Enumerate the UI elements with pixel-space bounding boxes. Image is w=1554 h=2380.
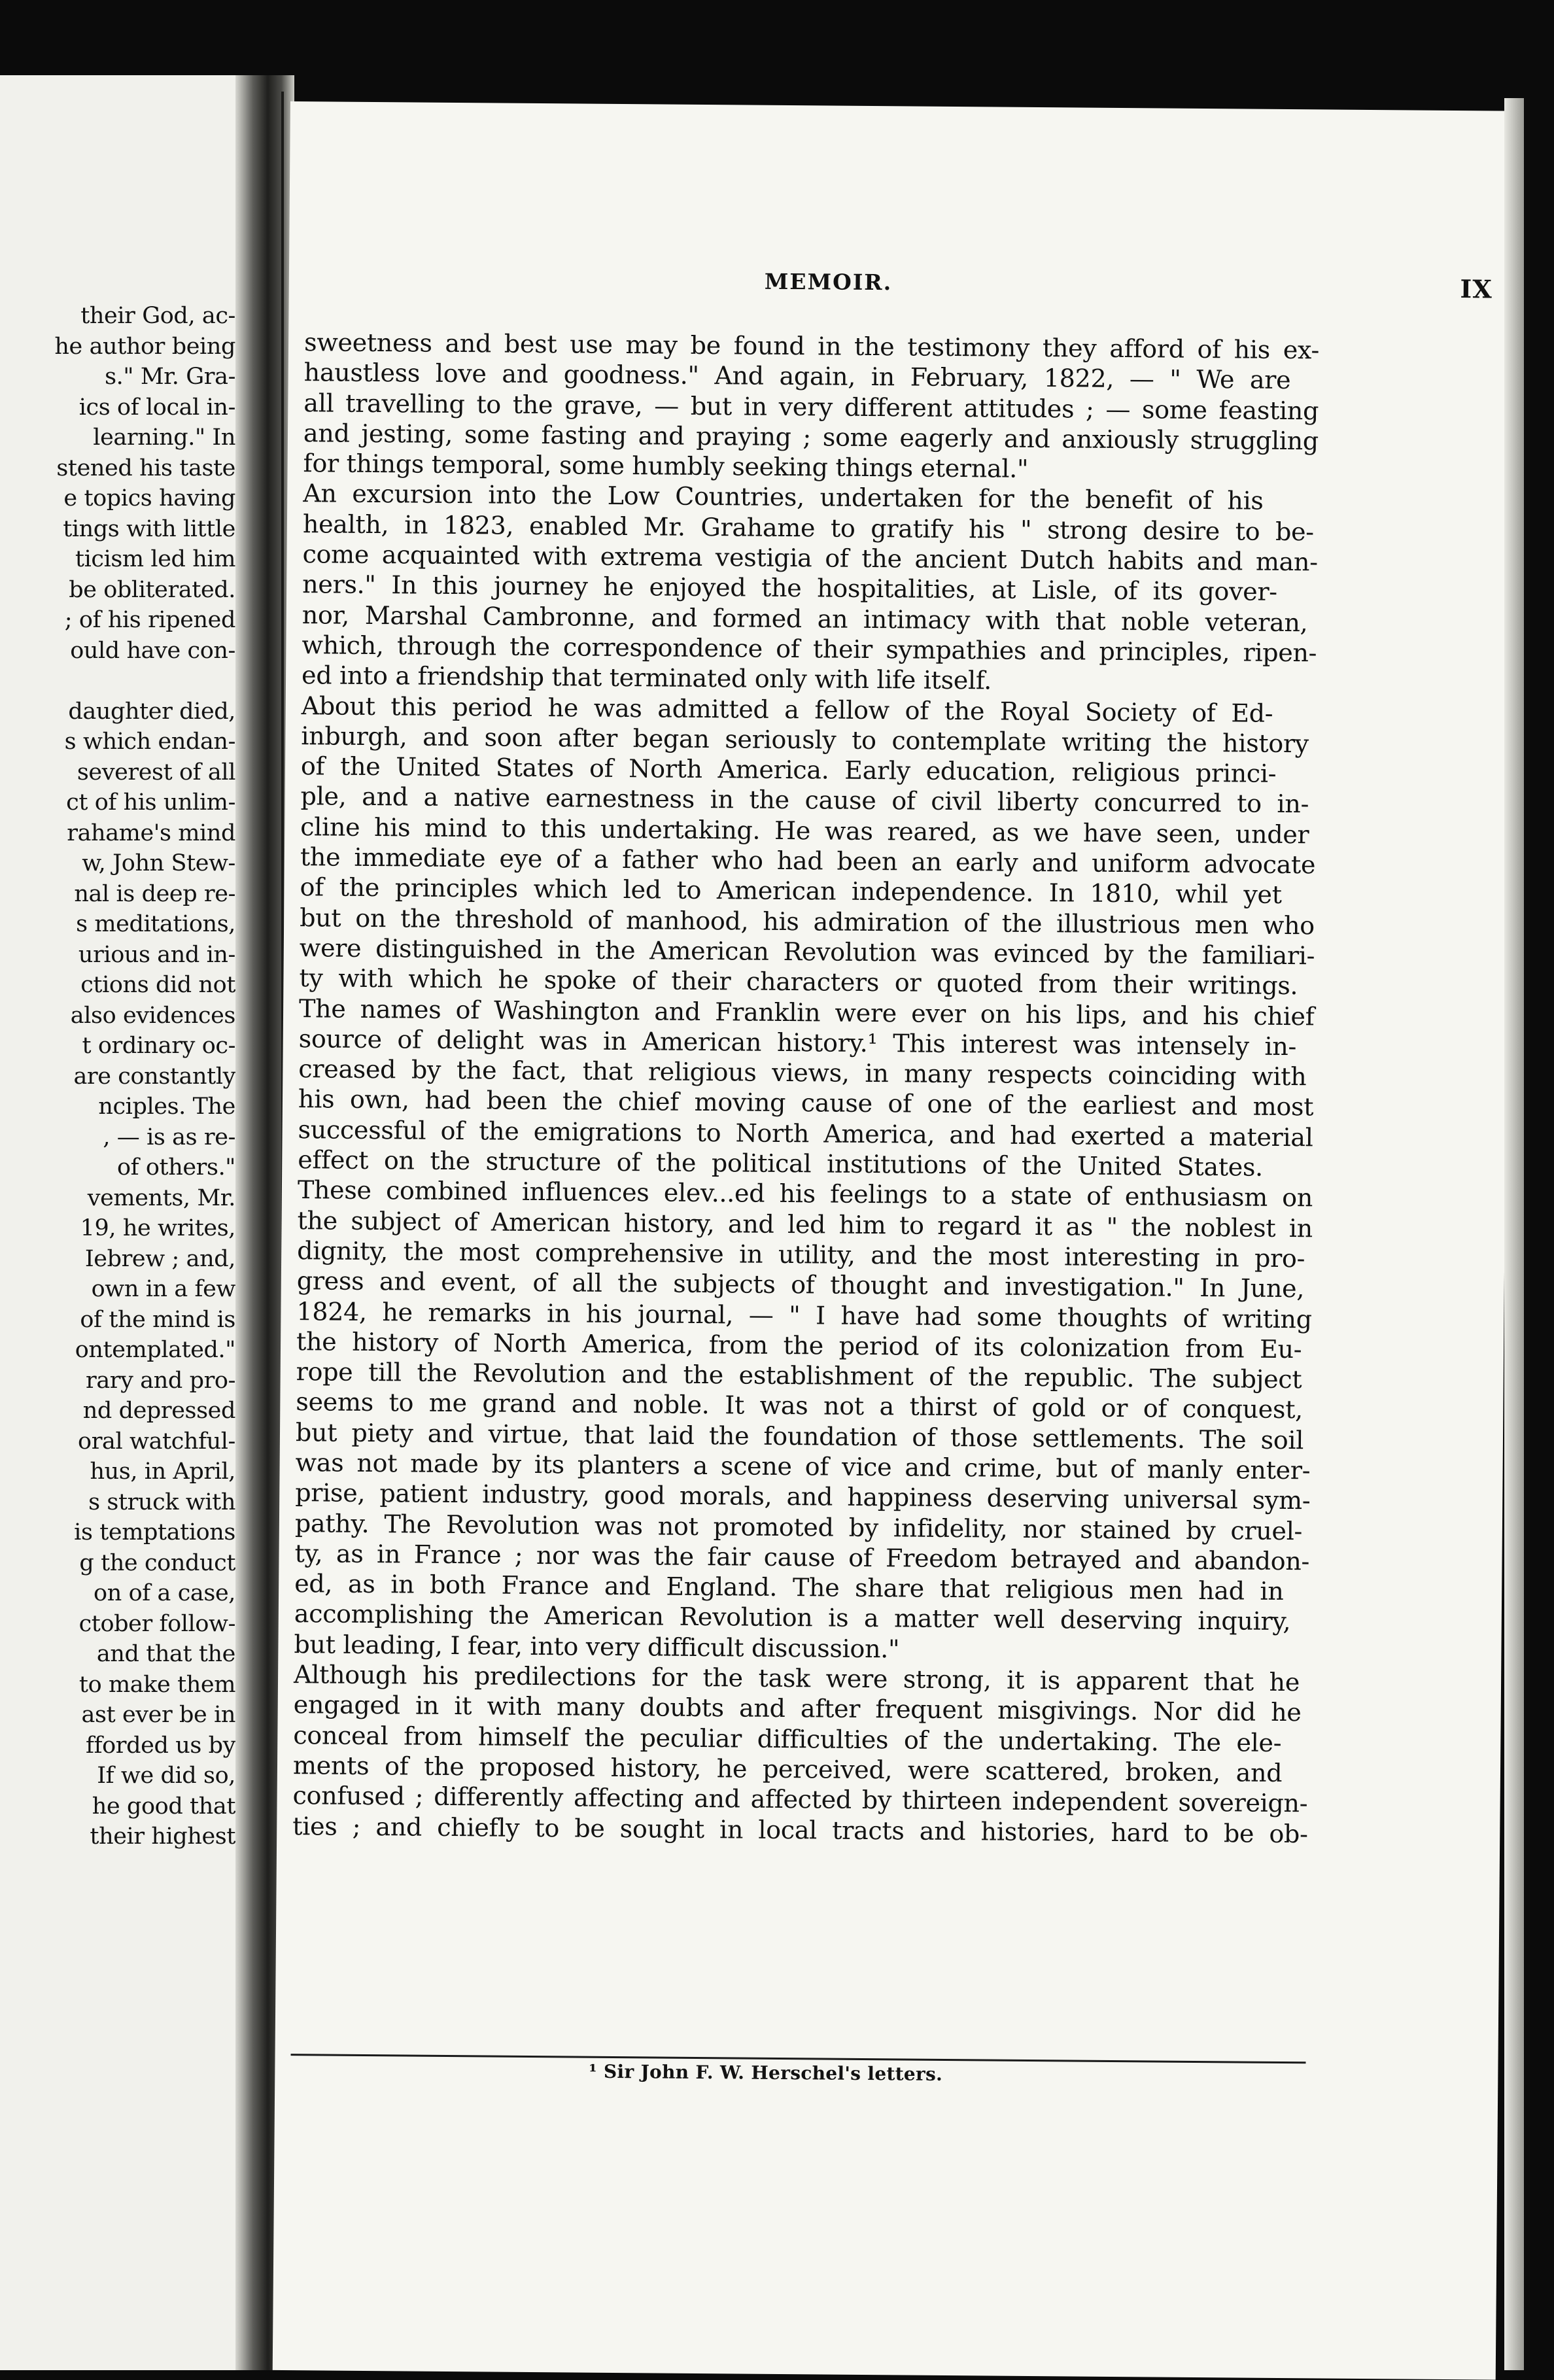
text-line: which, through the correspondence of their sympathies and principles, ripen- (302, 630, 1317, 668)
text-line: ed, as in both France and England. The share that religious men had in (294, 1569, 1284, 1606)
left-page-line: g the conduct (79, 1549, 235, 1576)
text-line: source of delight was in American history.¹ This interest was intensely in- (298, 1024, 1297, 1061)
text-line: confused ; differently affecting and affected by thirteen independent sovereign- (292, 1781, 1308, 1818)
left-page-line: ct of his unlim- (66, 789, 235, 816)
text-line: An excursion into the Low Countries, undertaken for the benefit of his (303, 479, 1264, 516)
text-line: Although his predilections for the task were strong, it is apparent that he (293, 1660, 1300, 1697)
text-line: the subject of American history, and led him to regard it as " the noblest in (297, 1205, 1313, 1243)
left-page-line: own in a few (91, 1276, 235, 1302)
left-page-line: Iebrew ; and, (84, 1245, 235, 1272)
text-line: haustless love and goodness." And again, in February, 1822, — " We are (303, 358, 1291, 395)
left-page-line: nciples. The (98, 1094, 235, 1120)
left-page-line: ics of local in- (78, 394, 235, 421)
left-page-line: their God, ac- (80, 303, 235, 329)
text-line: dignity, the most comprehensive in utility, and the most interesting in pro- (297, 1236, 1305, 1273)
left-page-line: stened his taste (56, 455, 235, 481)
left-page-line: to make them (78, 1671, 235, 1698)
text-line: ments of the proposed history, he perceived, were scattered, broken, and (292, 1751, 1283, 1787)
text-line: were distinguished in the American Revolution was evinced by the familiari- (299, 933, 1315, 971)
left-page-line: e topics having (63, 485, 235, 511)
text-line: all travelling to the grave, — but in very different attitudes ; — some feasting (303, 388, 1319, 425)
left-page-line: on of a case, (94, 1580, 235, 1606)
left-page-line: oral watchful- (78, 1428, 235, 1455)
left-page-line: fforded us by (86, 1732, 235, 1759)
text-line: rope till the Revolution and the establishment of the republic. The subject (296, 1357, 1302, 1394)
left-page-line: w, John Stew- (82, 850, 235, 876)
text-line: but leading, I fear, into very difficult discussion." (294, 1629, 900, 1664)
text-line: These combined influences elev...ed his feelings to a state of enthusiasm on (297, 1175, 1313, 1213)
left-page-line (0, 666, 235, 697)
text-line: ties ; and chiefly to be sought in local tracts and histories, hard to be ob- (292, 1811, 1308, 1848)
left-page-line: , — is as re- (103, 1124, 235, 1150)
text-line: ty with which he spoke of their characters or quoted from their writings. (299, 963, 1298, 1001)
text-line: of the principles which led to American independence. In 1810, whil yet (300, 872, 1282, 910)
text-line: About this period he was admitted a fellow of the Royal Society of Ed- (301, 691, 1273, 728)
left-page-line: s which endan- (64, 729, 235, 755)
left-page-line: severest of all (77, 759, 235, 785)
text-line: accomplishing the American Revolution is a matter well deserving inquiry, (294, 1599, 1291, 1636)
left-page-line: learning." In (93, 424, 235, 451)
text-line: was not made by its planters a scene of vice and crime, but of manly enter- (295, 1448, 1311, 1485)
page-number: IX (1460, 274, 1493, 304)
text-line: the history of North America, from the period of its colonization from Eu- (296, 1326, 1302, 1364)
footnote: ¹ Sir John F. W. Herschel's letters. (589, 2060, 943, 2085)
left-page-line: vements, Mr. (87, 1184, 235, 1211)
left-page-line: ontemplated." (75, 1337, 235, 1363)
left-page-line: s." Mr. Gra- (105, 364, 235, 390)
text-line: inburgh, and soon after began seriously to contemplate writing the history (301, 721, 1309, 759)
text-line: ed into a friendship that terminated only with life itself. (301, 661, 992, 695)
left-page-line: is temptations (74, 1519, 235, 1545)
left-page-line: 19, he writes, (80, 1215, 235, 1241)
text-line: cline his mind to this undertaking. He was reared, as we have seen, under (300, 812, 1309, 850)
text-line: of the United States of North America. Early education, religious princi- (300, 751, 1277, 789)
text-line: sweetness and best use may be found in the testimony they afford of his ex- (303, 328, 1320, 365)
body-text (292, 327, 1319, 1849)
page-edge (1504, 98, 1524, 2370)
text-line: effect on the structure of the political institutions of the United States. (298, 1145, 1264, 1182)
left-page-line: ctober follow- (78, 1610, 235, 1637)
left-page-line: their highest (90, 1823, 235, 1850)
page-header (289, 265, 1499, 314)
text-line: creased by the fact, that religious views, in many respects coinciding with (298, 1054, 1307, 1092)
left-page-line: s struck with (88, 1489, 235, 1515)
text-line: the immediate eye of a father who had been an early and uniform advocate (300, 842, 1316, 880)
text-line: pathy. The Revolution was not promoted by infidelity, nor stained by cruel- (294, 1508, 1303, 1545)
text-line: ners." In this journey he enjoyed the hospitalities, at Lisle, of its gover- (302, 570, 1277, 607)
text-line: ty, as in France ; nor was the fair cause of Freedom betrayed and abandon- (294, 1538, 1310, 1576)
left-page-line: ast ever be in (81, 1702, 235, 1728)
text-line: gress and event, of all the subjects of thought and investigation." In June, (296, 1266, 1305, 1303)
right-page (273, 101, 1513, 2380)
text-line: prise, patient industry, good morals, and happiness deserving universal sym- (295, 1478, 1311, 1515)
left-page-line: of the mind is (80, 1306, 235, 1333)
left-page-line: are constantly (73, 1063, 235, 1090)
left-page-line: If we did so, (97, 1763, 235, 1789)
text-line: but piety and virtue, that laid the foundation of those settlements. The soil (295, 1417, 1304, 1455)
text-line: The names of Washington and Franklin were ever on his lips, and his chief (298, 993, 1315, 1031)
left-page-line: ctions did not (80, 972, 235, 998)
text-line: 1824, he remarks in his journal, — " I have had some thoughts of writing (296, 1296, 1312, 1334)
left-page (0, 75, 252, 2370)
left-page-line: also evidences (70, 1002, 235, 1029)
left-page-line: urious and in- (78, 941, 235, 968)
text-line: his own, had been the chief moving cause of one of the earliest and most (298, 1084, 1314, 1122)
text-line: ple, and a native earnestness in the cause of civil liberty concurred to in- (300, 782, 1309, 819)
left-page-line: of others." (116, 1154, 235, 1181)
text-line: conceal from himself the peculiar difficulties of the undertaking. The ele- (293, 1720, 1282, 1757)
left-page-line: s meditations, (76, 911, 235, 937)
text-line: for things temporal, some humbly seeking things eternal." (303, 449, 1029, 484)
text-line: but on the threshold of manhood, his admiration of the illustrious men who (300, 903, 1315, 940)
left-page-line: daughter died, (68, 698, 235, 725)
left-page-line: nal is deep re- (74, 880, 235, 907)
left-page-line: nd depressed (82, 1398, 235, 1424)
left-page-line: he author being (54, 333, 235, 360)
text-line: seems to me grand and noble. It was not a thirst of gold or of conquest, (296, 1387, 1304, 1424)
left-page-line: he good that (92, 1793, 235, 1819)
text-line: nor, Marshal Cambronne, and formed an intimacy with that noble veteran, (302, 600, 1308, 637)
text-line: come acquainted with extrema vestigia of the ancient Dutch habits and man- (302, 540, 1318, 577)
left-page-line: be obliterated. (69, 576, 235, 603)
text-line: and jesting, some fasting and praying ; some eagerly and anxiously struggling (303, 419, 1319, 456)
left-page-text (0, 301, 235, 1852)
text-line: successful of the emigrations to North America, and had exerted a material (298, 1114, 1313, 1152)
left-page-line: tings with little (63, 515, 235, 542)
left-page-line: hus, in April, (90, 1458, 235, 1485)
left-page-line: rary and pro- (86, 1367, 235, 1394)
left-page-line: rahame's mind (67, 819, 235, 846)
left-page-line: ould have con- (70, 637, 235, 664)
left-page-line: ; of his ripened (64, 607, 235, 633)
running-head: MEMOIR. (764, 268, 893, 296)
left-page-line: t ordinary oc- (82, 1033, 235, 1059)
text-line: health, in 1823, enabled Mr. Grahame to gratify his " strong desire to be- (302, 509, 1315, 547)
text-line: engaged in it with many doubts and after frequent misgivings. Nor did he (293, 1690, 1302, 1727)
left-page-line: ticism led him (75, 546, 235, 572)
left-page-line: and that the (96, 1641, 235, 1667)
